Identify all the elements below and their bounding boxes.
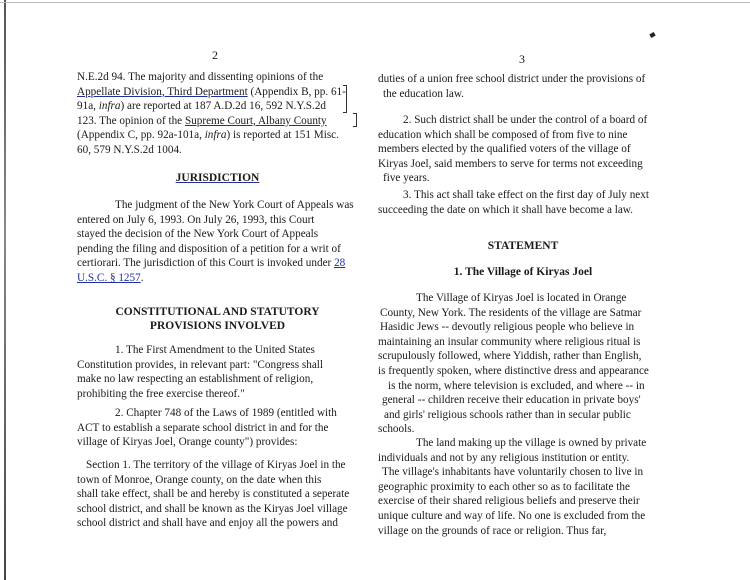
text-line: The judgment of the New York Court of Appeals was [115, 199, 354, 211]
appellate-division-link[interactable]: Appellate Division, Third Department [77, 85, 248, 98]
text-line: exercise of their shared religious beliefs and preserve their [378, 495, 640, 508]
text-line: 60, 579 N.Y.S.2d 1004. [77, 143, 182, 156]
jurisdiction-heading-text: JURISDICTION [175, 172, 260, 184]
text-line: The land making up the village is owned by private [416, 437, 647, 449]
text-line: members elected by the qualified voters of the village of [378, 143, 631, 156]
scan-edge-top [0, 2, 750, 3]
text-line: and girls' religious schools rather than in secular public [384, 408, 631, 421]
text-line: The village's inhabitants have voluntarily chosen to live in [382, 466, 644, 479]
text-line: is frequently spoken, where distinctive dress and appearance [378, 364, 649, 377]
section-2-paragraph [378, 113, 678, 186]
text-line: The Village of Kiryas Joel is located in Orange [416, 292, 627, 304]
infra-italic: infra [204, 129, 227, 142]
duties-continuation [378, 72, 678, 101]
text-line: shall take effect, shall be and hereby is constituted a seperate [77, 488, 350, 501]
usc-cite-link-cont[interactable]: U.S.C. § 1257 [77, 271, 141, 284]
text-line: Kiryas Joel, said members to serve for terms not exceeding [378, 157, 643, 170]
page-number-left: 2 [212, 48, 218, 62]
text-line: N.E.2d 94. The majority and dissenting opinions of the [77, 71, 324, 83]
text-line: entered on July 6, 1993. On July 26, 1993, this Court [77, 213, 315, 226]
text-line: Hasidic Jews -- devoutly religious people who believe in [380, 321, 635, 334]
text-line: ACT to establish a separate school district in and for the [77, 421, 329, 434]
text-line: unique culture and way of life. No one is excluded from the [378, 509, 646, 522]
text-line: geographic proximity to each other so as to facilitate the [378, 480, 630, 493]
text-line: village of Kiryas Joel, Orange county") provides: [77, 436, 298, 449]
text-fragment: (Appendix B, pp. 61- [247, 85, 346, 98]
text-line: school district and shall have and enjoy all the powers and [77, 517, 338, 530]
text-fragment: 91a, [77, 100, 99, 113]
opinions-paragraph [77, 70, 358, 158]
jurisdiction-heading [77, 172, 358, 184]
text-fragment: certiorari. The jurisdiction of this Court is invoked under [77, 257, 335, 270]
land-ownership-paragraph [378, 436, 678, 538]
supreme-court-link[interactable]: Supreme Court, Albany County [184, 114, 327, 127]
text-line: Section 1. The territory of the village of Kiryas Joel in the [86, 459, 346, 471]
text-line: 3. This act shall take effect on the first day of July next [403, 189, 649, 201]
text-line: maintaining an insular community where religious ritual is [378, 335, 641, 348]
infra-italic: infra [98, 100, 121, 113]
provisions-heading-line: CONSTITUTIONAL AND STATUTORY [115, 306, 320, 318]
usc-cite-link[interactable]: 28 [334, 257, 346, 270]
text-line: individuals and not by any religious institution or entity. [378, 451, 630, 464]
text-line: education which shall be composed of from five to nine [378, 128, 628, 141]
text-line [77, 271, 367, 286]
text-line: make no law respecting an establishment of religion, [77, 373, 314, 386]
text-line: succeeding the date on which it shall have become a law. [378, 203, 633, 216]
text-line: County, New York. The residents of the village are Satmar [380, 306, 642, 319]
text-fragment: ) are reported at 187 A.D.2d 16, 592 N.Y.S.2d [120, 100, 327, 113]
markup-bracket [343, 85, 347, 113]
text-line: duties of a union free school district under the provisions of [378, 73, 646, 85]
text-line: 2. Chapter 748 of the Laws of 1989 (entitled with [115, 407, 337, 419]
text-line [77, 99, 358, 114]
text-fragment: ) is reported at 151 Misc. [226, 129, 339, 142]
text-line [77, 85, 358, 100]
text-line: five years. [383, 172, 430, 185]
text-line: schools. [378, 423, 415, 436]
first-amendment-paragraph [77, 343, 367, 401]
text-line: scrupulously followed, where Yiddish, rather than English, [378, 350, 642, 363]
text-line [77, 256, 367, 271]
text-line: is the norm, where television is excluded, and where -- in [388, 379, 645, 392]
village-description-paragraph [378, 291, 678, 437]
section-1-paragraph [77, 458, 367, 531]
page-number-right: 3 [519, 52, 525, 66]
text-line [77, 128, 358, 143]
text-line: village on the grounds of race or religion. Thus far, [378, 524, 607, 537]
text-line: town of Monroe, Orange county, on the date when this [77, 473, 322, 486]
section-3-paragraph [378, 188, 678, 217]
text-line [77, 114, 358, 129]
text-line: 1. The First Amendment to the United States [115, 344, 315, 356]
text-line: Constitution provides, in relevant part: "Congress shall [77, 358, 323, 371]
provisions-heading [77, 305, 358, 333]
markup-bracket [353, 113, 357, 127]
text-line: school district, and shall be known as the Kiryas Joel village [77, 502, 348, 515]
chapter-748-paragraph [77, 406, 367, 450]
scan-edge-left [4, 0, 6, 580]
text-fragment: . [140, 271, 144, 284]
text-line: 2. Such district shall be under the control of a board of [403, 114, 648, 126]
jurisdiction-paragraph [77, 198, 367, 286]
text-line: stayed the decision of the New York Court of Appeals [77, 228, 319, 241]
text-fragment: 123. The opinion of the [77, 114, 185, 127]
text-fragment: (Appendix C, pp. 92a-101a, [77, 129, 205, 142]
text-line: pending the filing and disposition of a petition for a writ of [77, 242, 341, 255]
text-line: the education law. [383, 87, 464, 100]
text-line: general -- children receive their education in private boys' [382, 394, 641, 407]
village-heading: 1. The Village of Kiryas Joel [453, 266, 593, 278]
provisions-heading-line: PROVISIONS INVOLVED [149, 320, 286, 332]
scan-mark [649, 32, 655, 38]
text-line: prohibiting the free exercise thereof." [77, 387, 245, 400]
statement-heading: STATEMENT [487, 240, 559, 252]
